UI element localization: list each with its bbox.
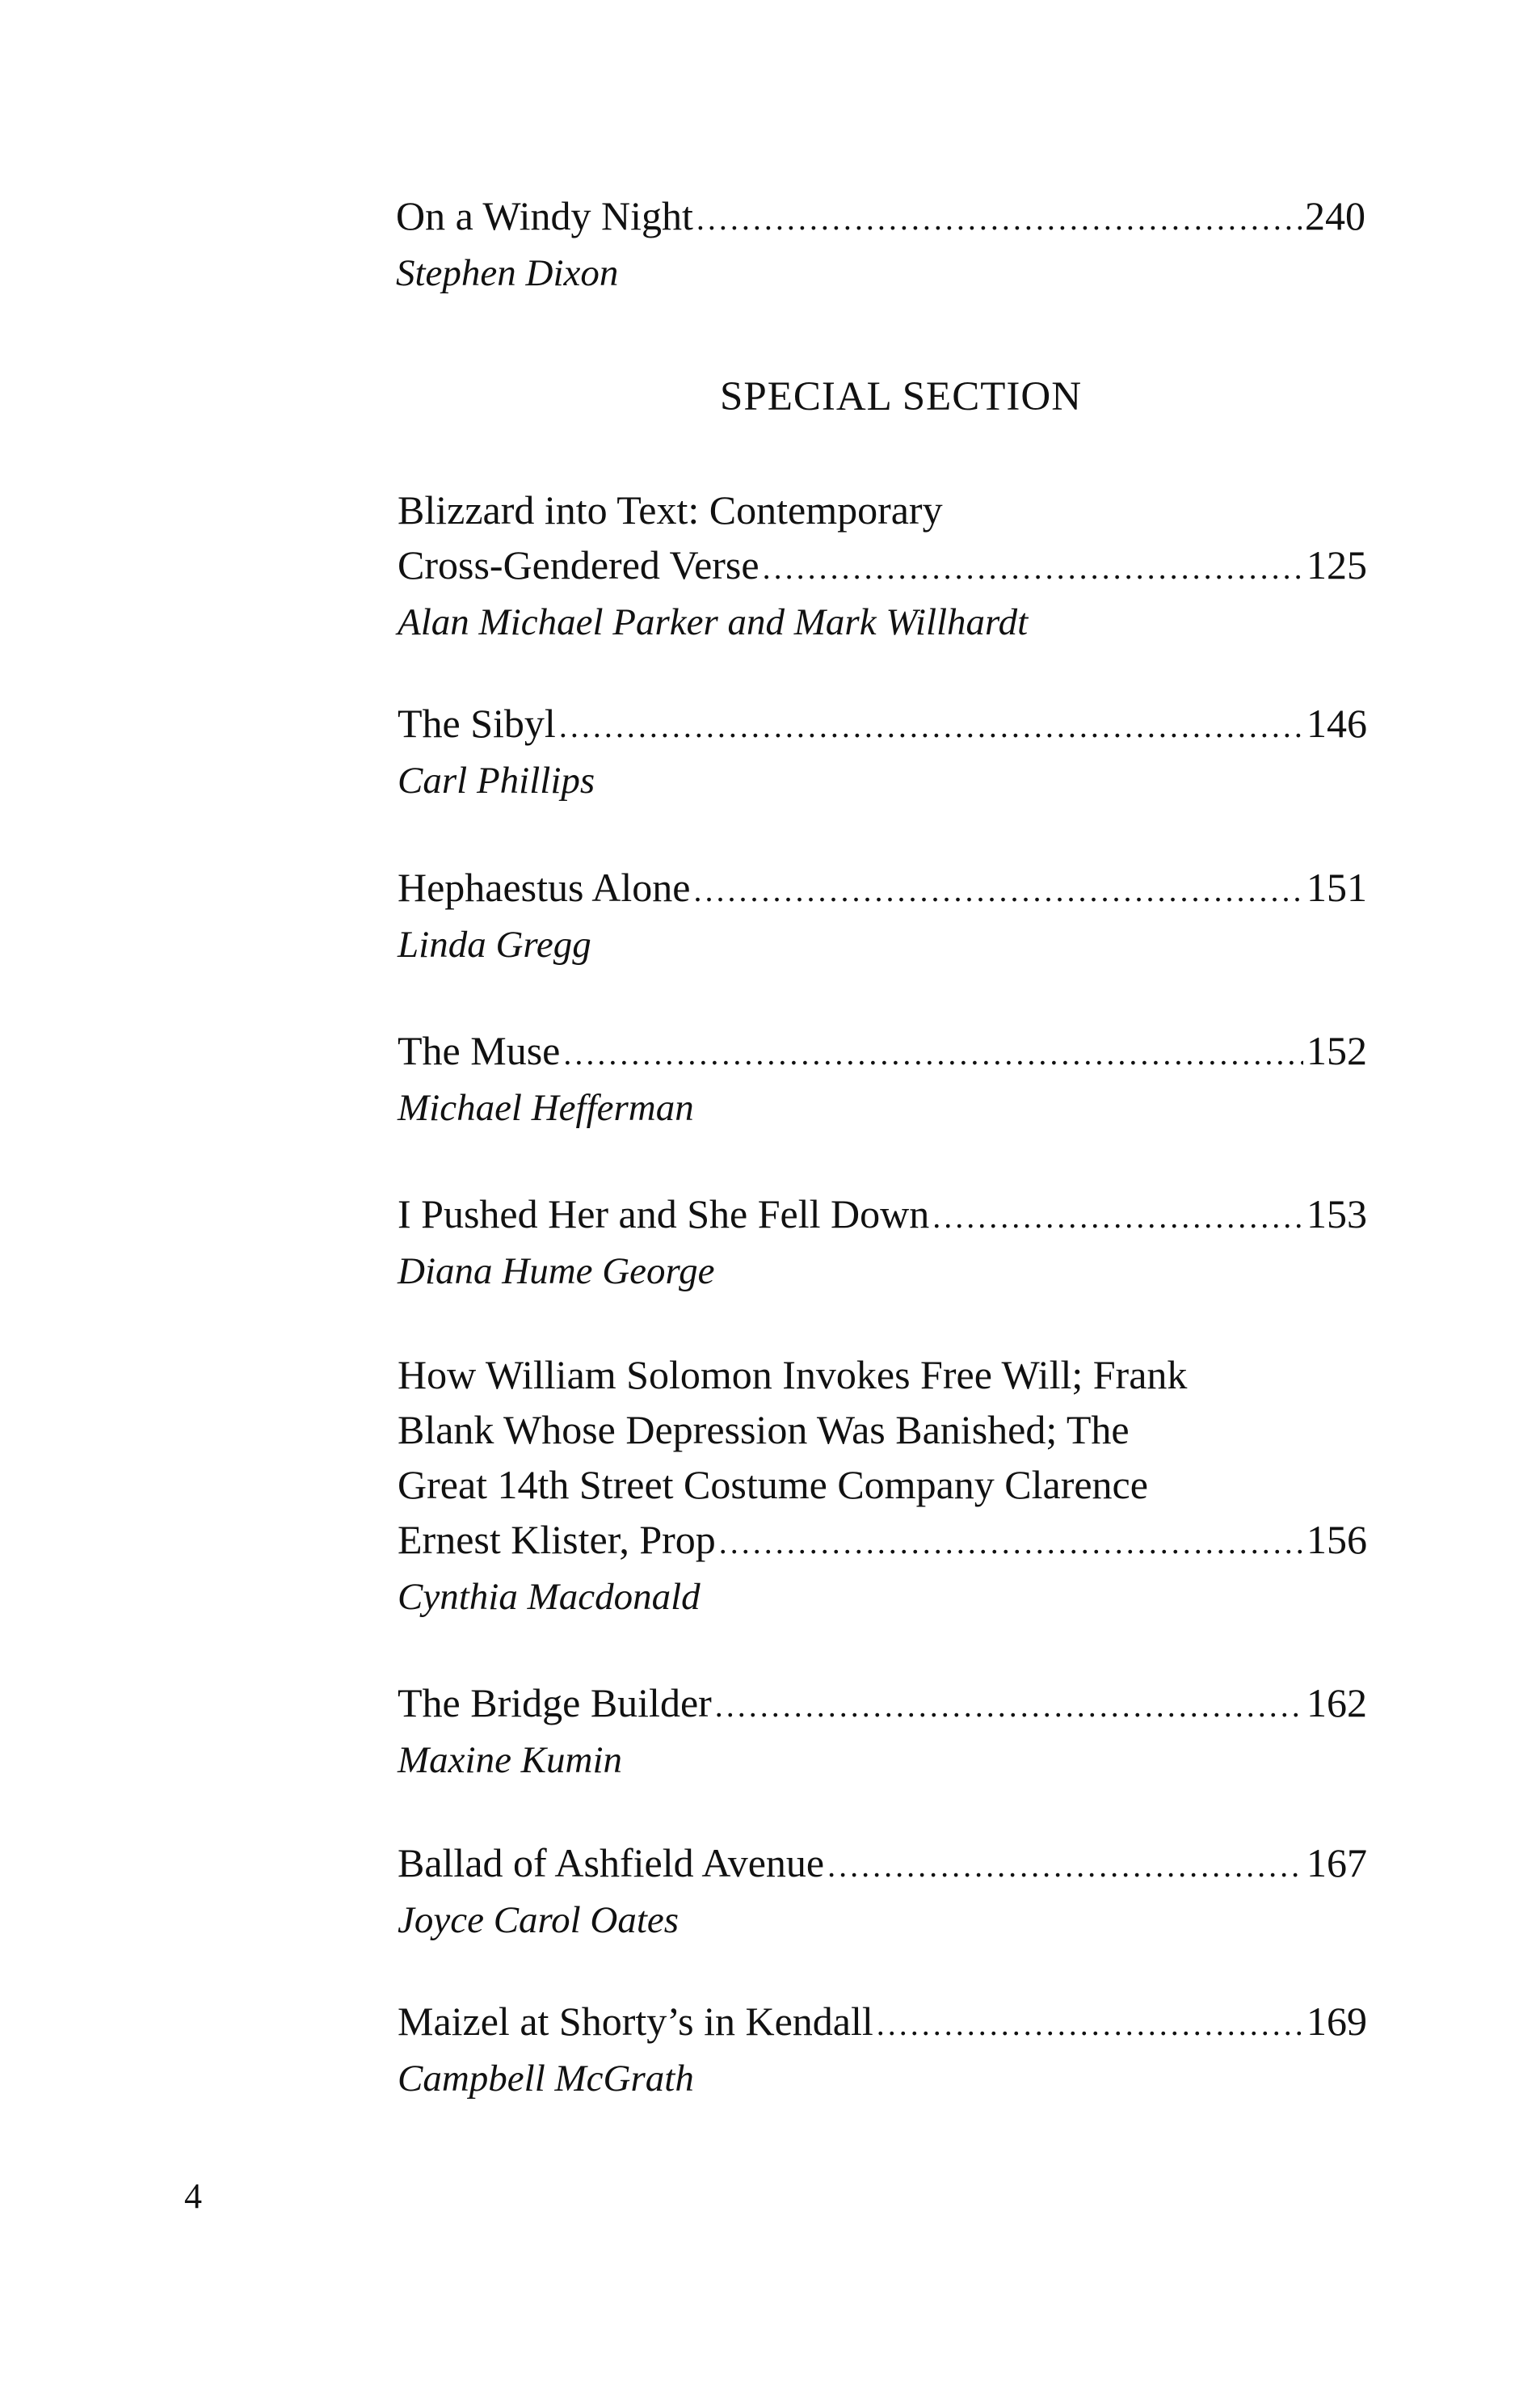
page-number: 162 [1306,1680,1367,1725]
entry-title [398,696,1367,754]
entry-title-text: Ballad of Ashfield Avenue [398,1840,825,1885]
entry-title-text: Ernest Klister, Prop [398,1517,716,1562]
entry-title [398,1994,1367,2052]
entry-title-line: Blank Whose Depression Was Banished; The [398,1407,1130,1452]
entry-author: Campbell McGrath [398,2058,694,2100]
entry-title-line: How William Solomon Invokes Free Will; Frank [398,1352,1188,1397]
toc-entry [396,188,1365,300]
dot-leader [763,541,1303,596]
entry-title [396,188,1365,246]
toc-entry [398,860,1367,971]
entry-title [398,482,1367,596]
entry-title [398,1347,1367,1570]
page-number: 153 [1306,1191,1367,1236]
toc-entry [398,1835,1367,1947]
dot-leader [877,1997,1303,2052]
toc-entry [398,482,1367,649]
entry-title-text: The Muse [398,1028,561,1073]
entry-title-text: On a Windy Night [396,193,693,238]
toc-entry [398,1675,1367,1787]
entry-title-text: The Bridge Builder [398,1680,712,1725]
toc-entry [398,1994,1367,2105]
section-heading: SPECIAL SECTION [719,374,1083,419]
entry-title-text: Hephaestus Alone [398,865,691,910]
page-number: 125 [1306,542,1367,588]
page-number: 240 [1305,193,1365,238]
page-number: 151 [1306,865,1367,910]
toc-entry [398,696,1367,807]
page-number: 152 [1306,1028,1367,1073]
dot-leader [693,863,1303,918]
dot-leader [715,1679,1303,1733]
entry-title [398,1835,1367,1893]
entry-title-text: Cross-Gendered Verse [398,542,759,588]
entry-title-text: I Pushed Her and She Fell Down [398,1191,930,1236]
toc-entry [398,1347,1367,1624]
entry-title [398,1023,1367,1081]
entry-title-text: The Sibyl [398,701,556,746]
page-folio: 4 [184,2176,202,2216]
entry-author: Joyce Carol Oates [398,1899,680,1941]
entry-author: Carl Phillips [398,760,595,802]
dot-leader [559,699,1303,754]
entry-title [398,1186,1367,1245]
entry-title-line: Blizzard into Text: Contemporary [398,487,943,533]
entry-author: Diana Hume George [398,1250,715,1292]
entry-author: Cynthia Macdonald [398,1576,701,1618]
entry-title [398,1675,1367,1733]
page-number: 167 [1306,1840,1367,1885]
entry-author: Alan Michael Parker and Mark Willhardt [398,601,1029,643]
page-number: 146 [1306,701,1367,746]
entry-author: Maxine Kumin [398,1739,623,1781]
page-number: 169 [1306,1999,1367,2044]
entry-author: Stephen Dixon [396,252,619,294]
entry-author: Linda Gregg [398,924,591,966]
entry-title [398,860,1367,918]
dot-leader [827,1839,1303,1893]
page-number: 156 [1306,1517,1367,1562]
entry-author: Michael Hefferman [398,1087,694,1129]
dot-leader [696,192,1302,246]
dot-leader [932,1190,1303,1245]
entry-title-line: Great 14th Street Costume Company Clarence [398,1462,1148,1507]
toc-entry [398,1186,1367,1298]
toc-entry [398,1023,1367,1135]
dot-leader [563,1026,1303,1081]
entry-title-text: Maizel at Shorty’s in Kendall [398,1999,873,2044]
dot-leader [719,1515,1303,1570]
